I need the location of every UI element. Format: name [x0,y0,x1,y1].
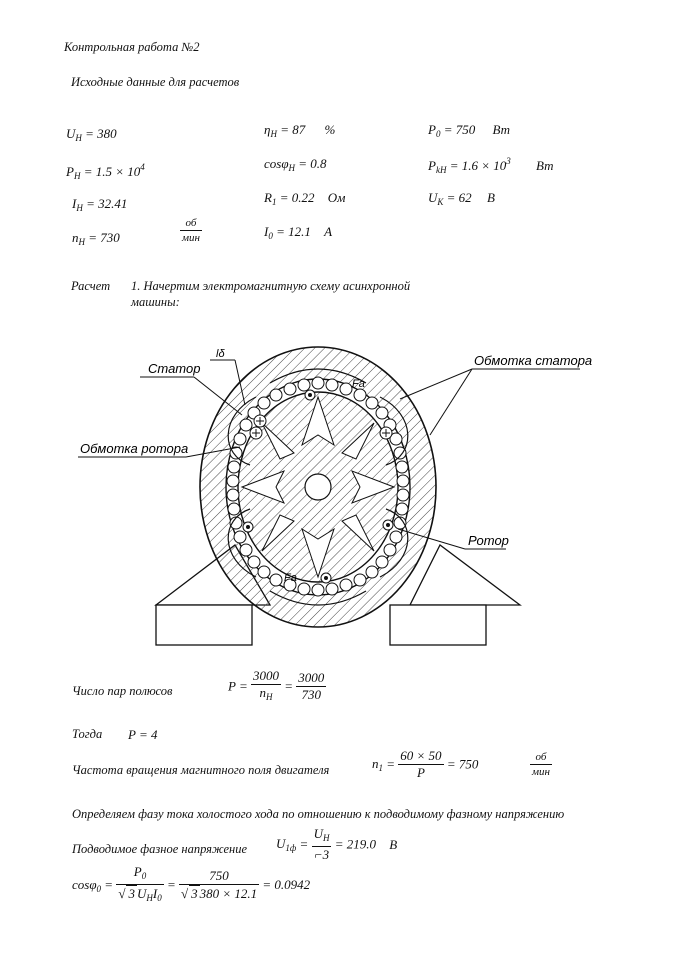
calc-label: Расчет [71,279,111,293]
then-label: Тогда [72,727,103,741]
param-pkh: $P_{kH} = 1.6 \times 10^3$ Вт [428,156,554,175]
then-expr: P = 4 [128,727,158,742]
shaft [305,474,331,500]
param-p0: $P_0 = 750$ Вт [428,122,510,139]
label-stator: Статор [148,361,201,376]
document-title: Контрольная работа №2 [64,40,200,54]
label-fa-top: Fа [352,378,365,390]
phase-intro: Определяем фазу тока холостого хода по отношению к подводимому фазному напряжению [72,807,565,821]
param-i0: $I_0 = 12.1$ A [264,224,333,241]
freq-formula: $n_1$ = $\frac{60 \times 50}{P}$ = 750 [372,748,479,780]
param-ph: $P_H = 1.5 \times 10^4$ [66,162,145,181]
calc-step1-line1: 1. Начертим электромагнитную схему асинхронной [131,279,411,293]
pole-pairs-label: Число пар полюсов [72,684,173,698]
param-nh-unit: $\frac{об}{\text{мин}}$ [182,217,200,244]
param-ih: $I_H = 32.41$ [72,196,128,213]
label-fa-bottom: Fа [284,572,297,584]
param-r1: $R_1 = 0.22$ Ом [264,190,346,207]
calc-step1-line2: машины: [131,295,180,309]
machine-diagram [70,335,610,660]
pole-pairs-formula: P = $\frac{3000}{n_H}$ = $\frac{3000}{730}$ [228,668,325,702]
label-le: lδ [216,348,225,360]
freq-label: Частота вращения магнитного поля двигателя [72,763,330,777]
param-cos: cosφ$_H$ = 0.8 [264,156,327,173]
phase-voltage-formula: $U_{1ф}$ = $\frac{U_H}{⌐3}$ = 219.0 В [276,826,398,862]
label-stator-winding: Обмотка статора [474,353,593,368]
section-subtitle: Исходные данные для расчетов [71,75,240,89]
label-rotor: Ротор [468,533,509,548]
param-uk: $U_K = 62$ В [428,190,495,207]
param-eta: $\eta_H = 87$ % [264,122,336,139]
param-uh: $U_H = 380$ [66,126,117,143]
label-rotor-winding: Обмотка ротора [80,441,189,456]
freq-unit: $\frac{об}{\text{мин}}$ [532,751,550,778]
cos0-formula: cosφ$_0$ = $\frac{P_0}{√ 3 U_HI_0}$ = $\frac{750}{√ 3 380 \times 12.1}$ = 0.0942 [72,864,311,903]
param-nh: $n_H = 730$ [72,230,120,247]
phase-voltage-label: Подводимое фазное напряжение [72,842,247,856]
